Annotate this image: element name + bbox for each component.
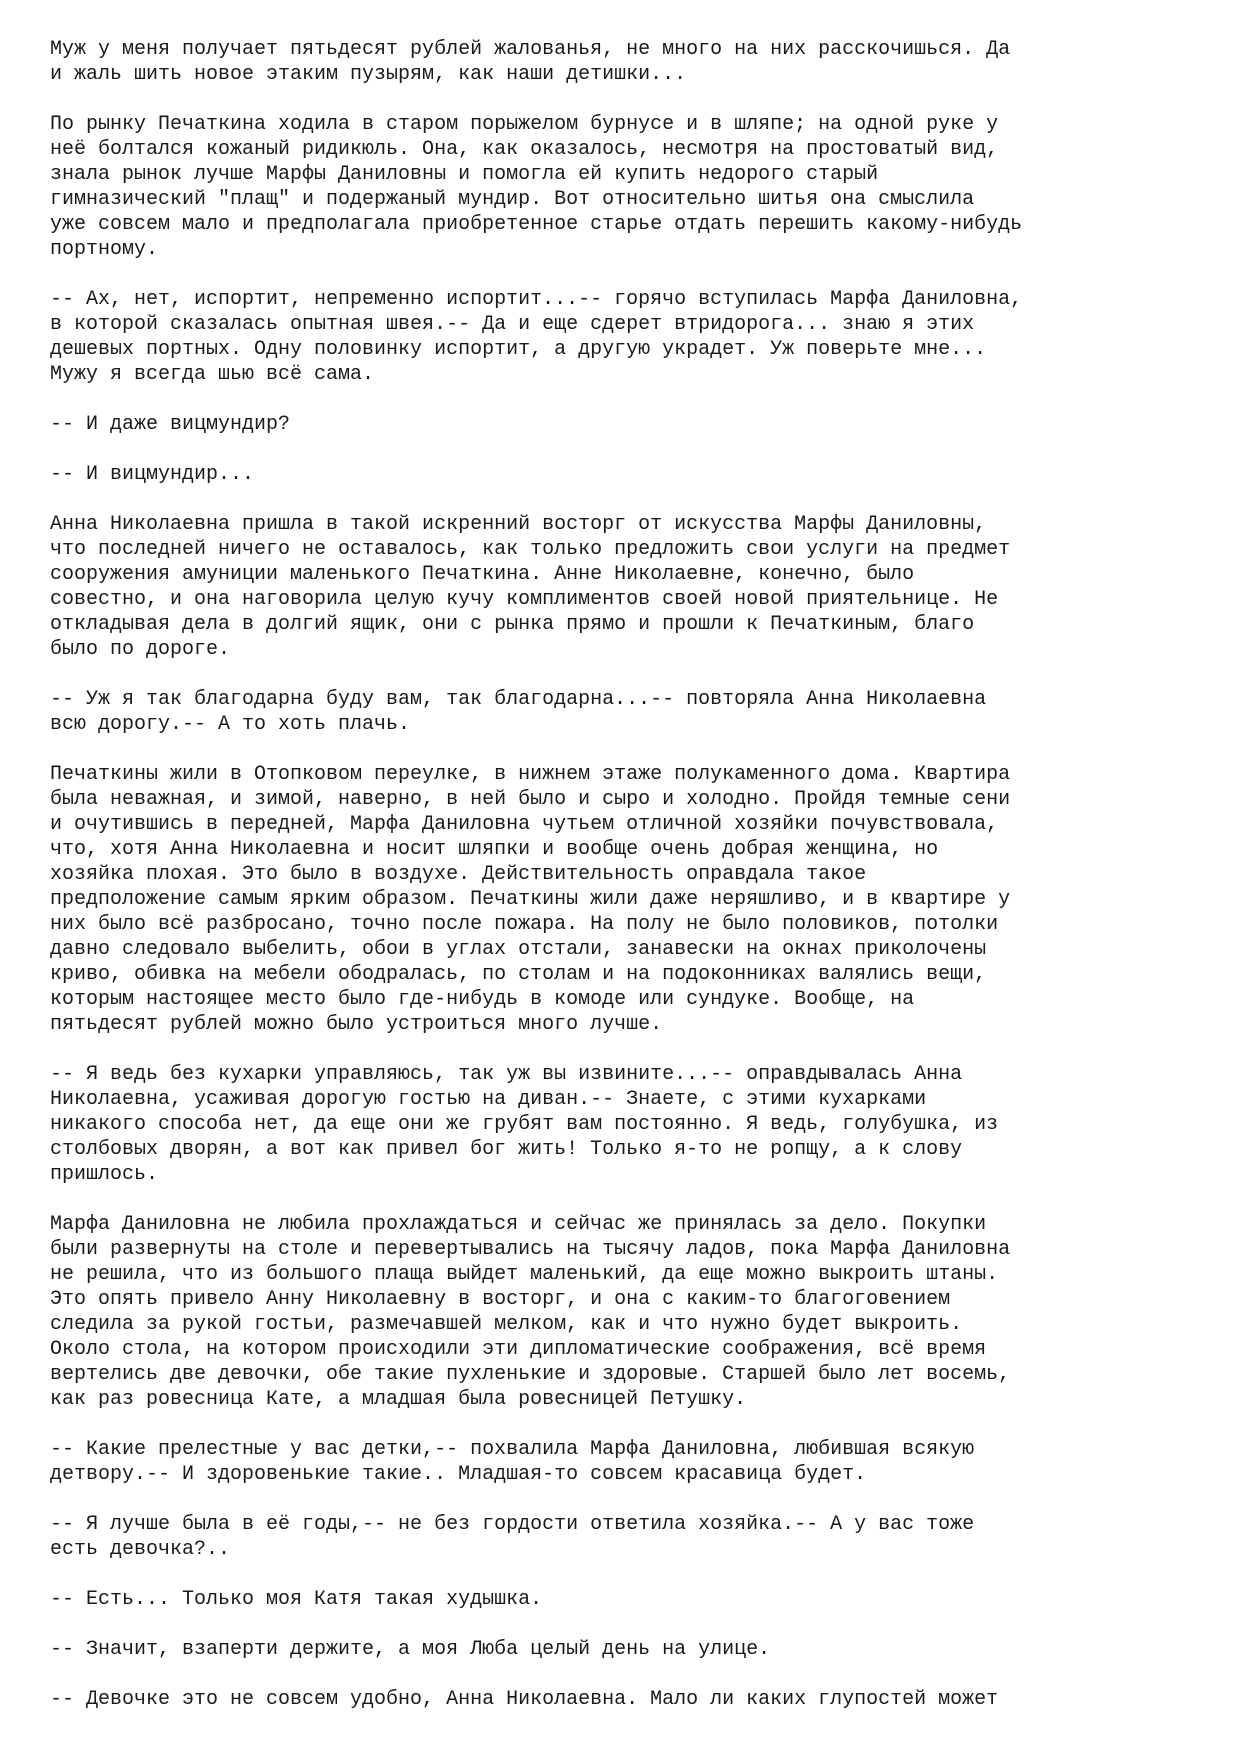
text-line: было по дороге.	[50, 638, 231, 661]
text-line: были развернуты на столе и перевертывались на тысячу ладов, пока Марфа Даниловна	[50, 1238, 1011, 1261]
text-line: уже совсем мало и предполагала приобретенное старье отдать перешить какому-нибудь	[50, 213, 1023, 236]
paragraph	[50, 1437, 1220, 1487]
text-line: Марфа Даниловна не любила прохлаждаться и сейчас же принялась за дело. Покупки	[50, 1213, 987, 1236]
paragraph	[50, 462, 1220, 487]
text-line: всю дорогу.-- А то хоть плачь.	[50, 713, 411, 736]
text-line: детвору.-- И здоровенькие такие.. Младшая-то совсем красавица будет.	[50, 1463, 867, 1486]
text-line: Около стола, на котором происходили эти дипломатические соображения, всё время	[50, 1338, 987, 1361]
paragraph	[50, 1212, 1220, 1412]
text-line: портному.	[50, 238, 159, 261]
paragraph	[50, 412, 1220, 437]
text-line: которым настоящее место было где-нибудь в комоде или сундуке. Вообще, на	[50, 988, 915, 1011]
paragraph	[50, 287, 1220, 387]
paragraph	[50, 687, 1220, 737]
text-line: неё болтался кожаный ридикюль. Она, как оказалось, несмотря на простоватый вид,	[50, 138, 999, 161]
paragraph	[50, 512, 1220, 662]
paragraph	[50, 1587, 1220, 1612]
text-line: Анна Николаевна пришла в такой искренний восторг от искусства Марфы Даниловны,	[50, 513, 987, 536]
paragraph	[50, 1637, 1220, 1662]
document-page	[50, 37, 1220, 1737]
text-line: -- И даже вицмундир?	[50, 413, 291, 436]
text-line: откладывая дела в долгий ящик, они с рынка прямо и прошли к Печаткиным, благо	[50, 613, 975, 636]
text-line: не решила, что из большого плаща выйдет маленький, да еще можно выкроить штаны.	[50, 1263, 999, 1286]
text-line: дешевых портных. Одну половинку испортит, а другую украдет. Уж поверьте мне...	[50, 338, 987, 361]
text-line: предположение самым ярким образом. Печаткины жили даже неряшливо, и в квартире у	[50, 888, 1011, 911]
text-line: них было всё разбросано, точно после пожара. На полу не было половиков, потолки	[50, 913, 999, 936]
text-line: пятьдесят рублей можно было устроиться много лучше.	[50, 1013, 663, 1036]
text-line: -- Девочке это не совсем удобно, Анна Николаевна. Мало ли каких глупостей может	[50, 1688, 999, 1711]
text-line: криво, обивка на мебели ободралась, по столам и на подоконниках валялись вещи,	[50, 963, 987, 986]
text-line: -- Уж я так благодарна буду вам, так благодарна...-- повторяла Анна Николаевна	[50, 688, 987, 711]
text-line: как раз ровесница Кате, а младшая была ровесницей Петушку.	[50, 1388, 747, 1411]
text-line: По рынку Печаткина ходила в старом порыжелом бурнусе и в шляпе; на одной руке у	[50, 113, 999, 136]
text-line: была неважная, и зимой, наверно, в ней было и сыро и холодно. Пройдя темные сени	[50, 788, 1011, 811]
paragraph	[50, 1062, 1220, 1187]
text-line: -- Какие прелестные у вас детки,-- похвалила Марфа Даниловна, любившая всякую	[50, 1438, 975, 1461]
text-line: следила за рукой гостьи, размечавшей мелком, как и что нужно будет выкроить.	[50, 1313, 963, 1336]
text-line: пришлось.	[50, 1163, 159, 1186]
text-line: есть девочка?..	[50, 1538, 231, 1561]
text-line: знала рынок лучше Марфы Даниловны и помогла ей купить недорого старый	[50, 163, 879, 186]
paragraph	[50, 1687, 1220, 1712]
text-line: что последней ничего не оставалось, как только предложить свои услуги на предмет	[50, 538, 1011, 561]
text-line: вертелись две девочки, обе такие пухленькие и здоровые. Старшей было лет восемь,	[50, 1363, 1011, 1386]
text-line: Муж у меня получает пятьдесят рублей жалованья, не много на них расскочишься. Да	[50, 38, 1011, 61]
text-line: совестно, и она наговорила целую кучу комплиментов своей новой приятельнице. Не	[50, 588, 999, 611]
text-line: и очутившись в передней, Марфа Даниловна чутьем отличной хозяйки почувствовала,	[50, 813, 999, 836]
text-line: Николаевна, усаживая дорогую гостью на диван.-- Знаете, с этими кухарками	[50, 1088, 927, 1111]
text-line: -- Я ведь без кухарки управляюсь, так уж вы извините...-- оправдывалась Анна	[50, 1063, 963, 1086]
text-line: -- Есть... Только моя Катя такая худышка.	[50, 1588, 543, 1611]
text-line: -- Значит, взаперти держите, а моя Люба целый день на улице.	[50, 1638, 771, 1661]
paragraph	[50, 762, 1220, 1037]
text-line: столбовых дворян, а вот как привел бог жить! Только я-то не ропщу, а к слову	[50, 1138, 963, 1161]
paragraph	[50, 37, 1220, 87]
text-line: давно следовало выбелить, обои в углах отстали, занавески на окнах приколочены	[50, 938, 987, 961]
text-line: -- Ах, нет, испортит, непременно испортит...-- горячо вступилась Марфа Даниловна,	[50, 288, 1023, 311]
text-line: сооружения амуниции маленького Печаткина. Анне Николаевне, конечно, было	[50, 563, 915, 586]
text-line: в которой сказалась опытная швея.-- Да и еще сдерет втридорога... знаю я этих	[50, 313, 975, 336]
text-line: и жаль шить новое этаким пузырям, как наши детишки...	[50, 63, 687, 86]
text-line: Печаткины жили в Отопковом переулке, в нижнем этаже полукаменного дома. Квартира	[50, 763, 1011, 786]
text-line: гимназический "плащ" и подержаный мундир. Вот относительно шитья она смыслила	[50, 188, 975, 211]
text-line: хозяйка плохая. Это было в воздухе. Действительность оправдала такое	[50, 863, 867, 886]
text-line: -- И вицмундир...	[50, 463, 255, 486]
text-line: что, хотя Анна Николаевна и носит шляпки и вообще очень добрая женщина, но	[50, 838, 939, 861]
text-line: никакого способа нет, да еще они же грубят вам постоянно. Я ведь, голубушка, из	[50, 1113, 999, 1136]
text-line: -- Я лучше была в её годы,-- не без гордости ответила хозяйка.-- А у вас тоже	[50, 1513, 975, 1536]
paragraph	[50, 112, 1220, 262]
text-line: Мужу я всегда шью всё сама.	[50, 363, 375, 386]
text-line: Это опять привело Анну Николаевну в восторг, и она с каким-то благоговением	[50, 1288, 951, 1311]
paragraph	[50, 1512, 1220, 1562]
